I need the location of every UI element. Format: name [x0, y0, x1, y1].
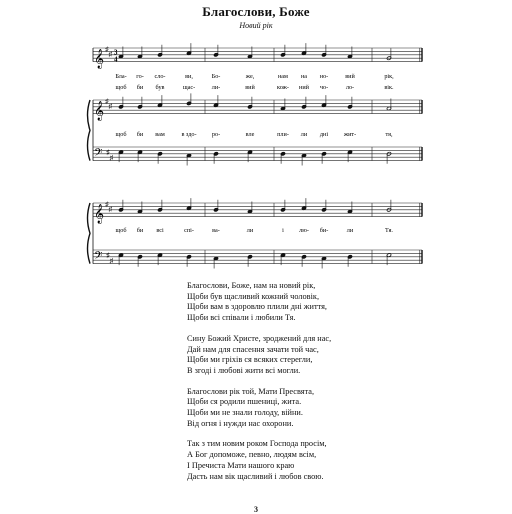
lyric-syllable: сло- — [154, 73, 166, 80]
treble-clef-icon: 𝄞 — [94, 101, 105, 121]
stanza-line: Так з тим новим роком Господа просім, — [187, 439, 327, 449]
lyrics-block — [187, 281, 427, 492]
stanza-line: Щоби ми гріхів ся всяких стерегли, — [187, 355, 313, 365]
stanza-line: Щоби всі співали і любили Тя. — [187, 313, 296, 323]
key-signature-sharp-icon: ♯ — [106, 148, 110, 157]
stanza-line: Дай нам для спасення зачати той час, — [187, 344, 319, 354]
lyric-syllable: рік, — [384, 73, 394, 80]
key-signature-sharp-icon: ♯ — [106, 251, 110, 260]
lyric-syllable: вле — [245, 131, 255, 138]
key-signature-sharp-icon: ♯ — [105, 45, 109, 54]
key-signature-sharp-icon: ♯ — [108, 205, 112, 214]
stanza-line: Від огня і нужди нас охорони. — [187, 418, 294, 428]
lyric-syllable: щоб — [115, 227, 127, 234]
lyric-syllable: і — [282, 227, 284, 234]
lyric-syllable: спі- — [184, 227, 194, 234]
lyric-syllable: ло- — [345, 84, 355, 91]
stanza-3 — [187, 387, 427, 430]
lyric-syllable: пли- — [277, 131, 289, 138]
lyric-syllable: щас- — [182, 84, 196, 91]
stanza-line: В згоді і любові жити всі могли. — [187, 365, 301, 375]
lyric-syllable: вам — [155, 131, 165, 138]
lyric-syllable: вий — [345, 73, 355, 80]
page-number: 3 — [254, 505, 258, 514]
lyric-syllable: на — [300, 73, 308, 80]
key-signature-sharp-icon: ♯ — [108, 50, 112, 59]
lyric-syllable: кож- — [277, 84, 289, 91]
bass-clef-icon: 𝄢 — [94, 145, 103, 161]
lyric-syllable: ли- — [211, 84, 221, 91]
lyric-syllable: би — [136, 227, 144, 234]
lyric-syllable: би — [136, 84, 144, 91]
key-signature-sharp-icon: ♯ — [109, 153, 113, 162]
treble-clef-icon: 𝄞 — [94, 49, 105, 69]
time-signature-top: 3 — [114, 48, 118, 57]
lyric-syllable: був — [155, 84, 165, 91]
key-signature-sharp-icon: ♯ — [105, 97, 109, 106]
stanza-line: Благослови, Боже, нам на новий рік, — [187, 281, 316, 290]
lyric-syllable: ви, — [185, 73, 193, 80]
lyric-syllable: Бла- — [115, 73, 127, 80]
lyric-syllable: щоб — [115, 84, 127, 91]
stanza-2 — [187, 334, 427, 377]
lyric-syllable: ли — [346, 227, 354, 234]
song-title: Благослови, Боже — [202, 4, 310, 19]
lyric-syllable: нам — [278, 73, 288, 80]
song-subtitle: Новий рік — [239, 21, 273, 30]
lyric-syllable: жит- — [343, 131, 357, 138]
stanza-line: Щоби ми не знали голоду, війни. — [187, 408, 303, 418]
bass-clef-icon: 𝄢 — [94, 248, 103, 264]
system-brace-icon — [88, 203, 91, 264]
key-signature-sharp-icon: ♯ — [109, 256, 113, 265]
lyric-syllable: го- — [136, 73, 144, 80]
lyric-syllable: ва- — [212, 227, 220, 234]
treble-clef-icon: 𝄞 — [94, 204, 105, 224]
lyric-syllable: всі — [156, 227, 164, 234]
lyric-syllable: щоб — [115, 131, 127, 138]
stanza-line: Щоби ся родили пшениці, жита. — [187, 397, 302, 407]
lyric-syllable: ли — [246, 227, 254, 234]
lyric-syllable: в здо- — [181, 131, 197, 138]
lyric-syllable: лю- — [299, 227, 309, 234]
stanza-1 — [187, 281, 427, 324]
lyric-syllable: же, — [245, 73, 255, 80]
stanza-line: Щоби вам в здоровлю плили дні життя, — [187, 302, 327, 312]
stanza-line: Благослови рік той, Мати Пресвята, — [187, 386, 315, 396]
stanza-line: Сину Божий Христе, зроджений для нас, — [187, 333, 332, 343]
lyric-syllable: чо- — [319, 84, 329, 91]
lyric-syllable: дні — [319, 131, 329, 138]
lyric-syllable: ний — [299, 84, 309, 91]
key-signature-sharp-icon: ♯ — [108, 102, 112, 111]
lyric-syllable: вік. — [384, 84, 394, 91]
key-signature-sharp-icon: ♯ — [105, 200, 109, 209]
time-signature-bottom: 4 — [114, 55, 118, 64]
lyric-syllable: би- — [319, 227, 329, 234]
stanza-4 — [187, 439, 427, 482]
lyric-syllable: Тя. — [385, 227, 393, 234]
lyric-syllable: но- — [319, 73, 329, 80]
system-brace-icon — [88, 100, 91, 161]
lyric-syllable: Бо- — [211, 73, 221, 80]
lyric-syllable: ли — [300, 131, 308, 138]
stanza-line: А Бог допоможе, певно, людям всім, — [187, 450, 317, 460]
stanza-line: Дасть нам вік щасливий і любов свою. — [187, 471, 324, 481]
lyric-syllable: тя, — [385, 131, 393, 138]
lyric-syllable: вий — [245, 84, 255, 91]
lyric-syllable: ро- — [211, 131, 221, 138]
lyric-syllable: би — [136, 131, 144, 138]
stanza-line: І Пречиста Мати нашого краю — [187, 460, 295, 470]
stanza-line: Щоби був щасливий кожний чоловік, — [187, 291, 320, 301]
